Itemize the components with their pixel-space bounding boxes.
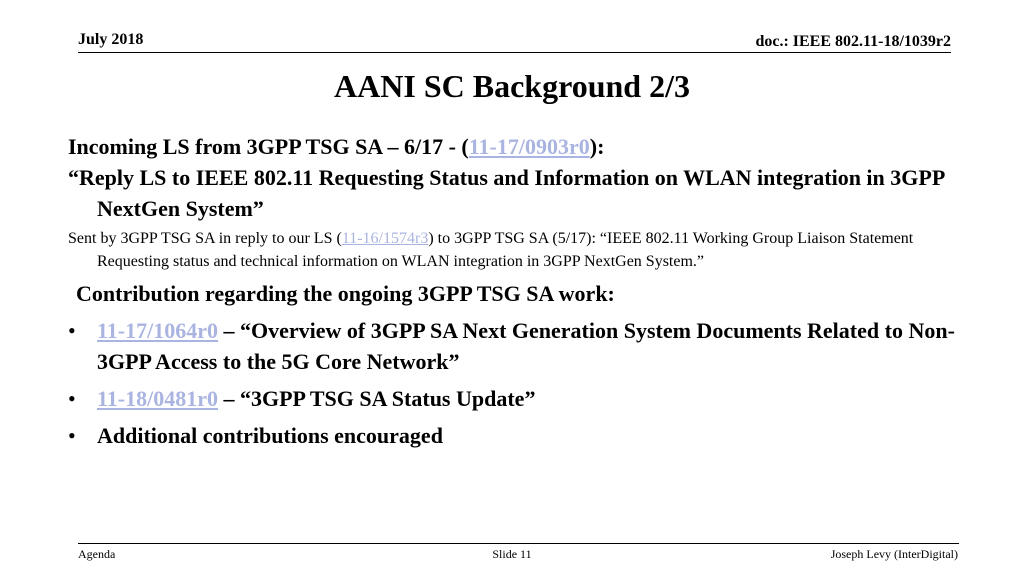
contributions-heading: Contribution regarding the ongoing 3GPP TSG SA work: — [76, 281, 615, 306]
slide-title: AANI SC Background 2/3 — [334, 68, 690, 104]
incoming-ls-lead: Incoming LS from 3GPP TSG SA – 6/17 - ( — [68, 134, 469, 159]
contribution-link[interactable]: 11-17/1064r0 — [97, 318, 218, 343]
detail-trail: ) to 3GPP TSG SA (5/17): “IEEE 802.11 Working Group Liaison Statement Requesting status and technical information on WLAN integration in 3GPP NextGen System.” — [97, 230, 914, 270]
detail-link[interactable]: 11-16/1574r3 — [341, 230, 429, 247]
footer-rule — [78, 543, 959, 544]
incoming-ls-link[interactable]: 11-17/0903r0 — [468, 134, 590, 159]
incoming-ls-trail: ): — [589, 134, 605, 159]
slide-body — [68, 131, 958, 451]
bullet-icon: • — [68, 423, 76, 448]
bullet-icon: • — [68, 318, 76, 343]
detail-lead: Sent by 3GPP TSG SA in reply to our LS ( — [68, 230, 342, 247]
list-item — [68, 383, 958, 414]
incoming-ls-quote: “Reply LS to IEEE 802.11 Requesting Status and Information on WLAN integration in 3GPP NextGen System” — [68, 165, 945, 221]
contribution-text: Additional contributions encouraged — [97, 423, 443, 448]
contribution-link[interactable]: 11-18/0481r0 — [97, 386, 218, 411]
incoming-ls-detail — [68, 227, 958, 273]
footer-left: Agenda — [78, 547, 116, 561]
header-rule — [78, 52, 951, 53]
incoming-ls-line — [68, 131, 958, 162]
contribution-text: – “Overview of 3GPP SA Next Generation System Documents Related to Non-3GPP Access to the 5G Core Network” — [97, 318, 955, 374]
header-date: July 2018 — [78, 31, 144, 48]
bullet-icon: • — [68, 386, 76, 411]
footer-slide-number: Slide 11 — [492, 547, 532, 561]
footer-author: Joseph Levy (InterDigital) — [830, 547, 958, 561]
contribution-text: – “3GPP TSG SA Status Update” — [218, 386, 536, 411]
list-item — [68, 420, 958, 451]
list-item — [68, 315, 958, 377]
header-doc-id: doc.: IEEE 802.11-18/1039r2 — [755, 33, 951, 50]
